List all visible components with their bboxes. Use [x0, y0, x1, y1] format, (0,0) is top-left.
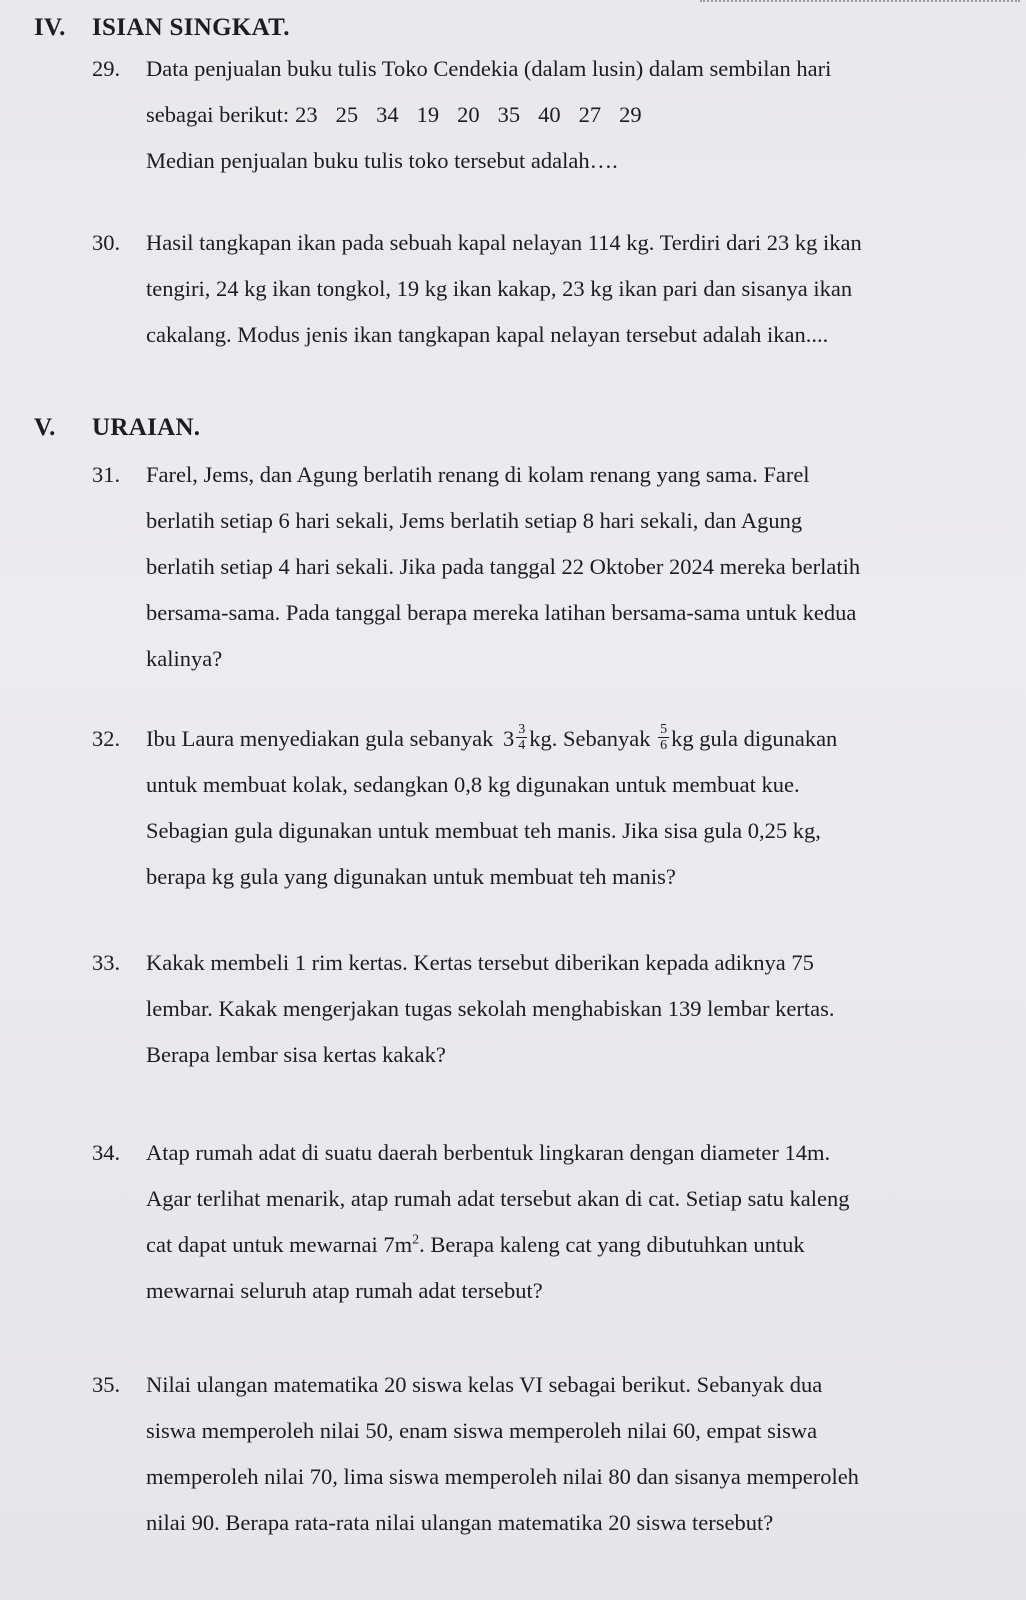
- question-text-line: [146, 1222, 1002, 1268]
- section-title: ISIAN SINGKAT.: [92, 14, 290, 41]
- question-text-line: Sebagian gula digunakan untuk membuat teh manis. Jika sisa gula 0,25 kg,: [146, 818, 821, 843]
- question-text: Ibu Laura menyediakan gula sebanyak: [146, 726, 494, 751]
- question-text-line: untuk membuat kolak, sedangkan 0,8 kg digunakan untuk membuat kue.: [146, 772, 800, 797]
- question-text-line: Hasil tangkapan ikan pada sebuah kapal nelayan 114 kg. Terdiri dari 23 kg ikan: [146, 230, 862, 255]
- data-value: 25: [335, 102, 359, 127]
- question-text: kg gula digunakan: [671, 726, 838, 751]
- question-number: 32.: [92, 726, 121, 751]
- mixed-number-whole: 3: [502, 726, 515, 751]
- question-text-line: berapa kg gula yang digunakan untuk membuat teh manis?: [146, 864, 676, 889]
- question-text-line: berlatih setiap 6 hari sekali, Jems berlatih setiap 8 hari sekali, dan Agung: [146, 508, 803, 533]
- question-text-line: Farel, Jems, dan Agung berlatih renang di kolam renang yang sama. Farel: [146, 462, 810, 487]
- question-29: [92, 46, 1002, 184]
- data-value: 35: [497, 102, 521, 127]
- data-value: 29: [619, 102, 642, 127]
- data-value: 34: [376, 102, 399, 127]
- question-34: [92, 1130, 1002, 1314]
- fraction-three-quarters: [516, 722, 527, 753]
- question-number: 33.: [92, 950, 121, 975]
- section-title: URAIAN.: [92, 414, 201, 441]
- question-text-line: Berapa lembar sisa kertas kakak?: [146, 1042, 446, 1067]
- question-text-line: mewarnai seluruh atap rumah adat tersebut?: [146, 1278, 543, 1303]
- fraction-denominator: 6: [660, 738, 668, 754]
- question-32: [92, 716, 1002, 900]
- data-label: sebagai berikut:: [146, 102, 290, 127]
- question-text-line: kalinya?: [146, 646, 223, 671]
- data-value: 27: [578, 102, 602, 127]
- question-text-line: berlatih setiap 4 hari sekali. Jika pada tanggal 22 Oktober 2024 mereka berlatih: [146, 554, 861, 579]
- question-30: [92, 220, 1002, 358]
- section-number: IV.: [34, 14, 66, 41]
- question-35: [92, 1362, 1002, 1546]
- section-heading-uraian: [34, 414, 200, 442]
- question-text-line: Median penjualan buku tulis toko tersebut adalah….: [146, 148, 618, 173]
- header-dotted-line: [700, 0, 1020, 6]
- question-31: [92, 452, 1002, 682]
- question-number: 31.: [92, 462, 121, 487]
- question-text-line: tengiri, 24 kg ikan tongkol, 19 kg ikan kakap, 23 kg ikan pari dan sisanya ikan: [146, 276, 853, 301]
- data-value: 19: [416, 102, 440, 127]
- question-text-line: lembar. Kakak mengerjakan tugas sekolah menghabiskan 139 lembar kertas.: [146, 996, 835, 1021]
- question-text: . Berapa kaleng cat yang dibutuhkan untuk: [419, 1232, 805, 1257]
- question-number: 30.: [92, 230, 121, 255]
- question-text-line: siswa memperoleh nilai 50, enam siswa memperoleh nilai 60, empat siswa: [146, 1418, 818, 1443]
- fraction-numerator: 5: [660, 722, 668, 738]
- question-text-line: Data penjualan buku tulis Toko Cendekia (dalam lusin) dalam sembilan hari: [146, 56, 832, 81]
- sales-data-line: [146, 92, 1002, 138]
- question-number: 34.: [92, 1140, 121, 1165]
- data-value: 20: [457, 102, 480, 127]
- fraction-five-sixths: [658, 722, 669, 753]
- section-heading-isian-singkat: [34, 14, 290, 42]
- question-text-line: Atap rumah adat di suatu daerah berbentuk lingkaran dengan diameter 14m.: [146, 1140, 831, 1165]
- question-text-line: [146, 716, 1002, 762]
- question-number: 29.: [92, 56, 121, 81]
- question-number: 35.: [92, 1372, 121, 1397]
- data-value: 23: [295, 102, 318, 127]
- fraction-denominator: 4: [518, 738, 526, 754]
- question-text-line: nilai 90. Berapa rata-rata nilai ulangan matematika 20 siswa tersebut?: [146, 1510, 774, 1535]
- data-value: 40: [538, 102, 561, 127]
- question-text-line: Agar terlihat menarik, atap rumah adat tersebut akan di cat. Setiap satu kaleng: [146, 1186, 850, 1211]
- question-text-line: Nilai ulangan matematika 20 siswa kelas VI sebagai berikut. Sebanyak dua: [146, 1372, 823, 1397]
- superscript-exponent: 2: [412, 1232, 420, 1248]
- question-text-line: bersama-sama. Pada tanggal berapa mereka latihan bersama-sama untuk kedua: [146, 600, 857, 625]
- fraction-numerator: 3: [518, 722, 526, 738]
- section-number: V.: [34, 414, 56, 441]
- question-text-line: cakalang. Modus jenis ikan tangkapan kapal nelayan tersebut adalah ikan....: [146, 322, 829, 347]
- question-text-line: Kakak membeli 1 rim kertas. Kertas tersebut diberikan kepada adiknya 75: [146, 950, 814, 975]
- question-text: kg. Sebanyak: [529, 726, 651, 751]
- question-text-line: memperoleh nilai 70, lima siswa memperoleh nilai 80 dan sisanya memperoleh: [146, 1464, 859, 1489]
- question-text: cat dapat untuk mewarnai 7m: [146, 1232, 413, 1257]
- question-33: [92, 940, 1002, 1078]
